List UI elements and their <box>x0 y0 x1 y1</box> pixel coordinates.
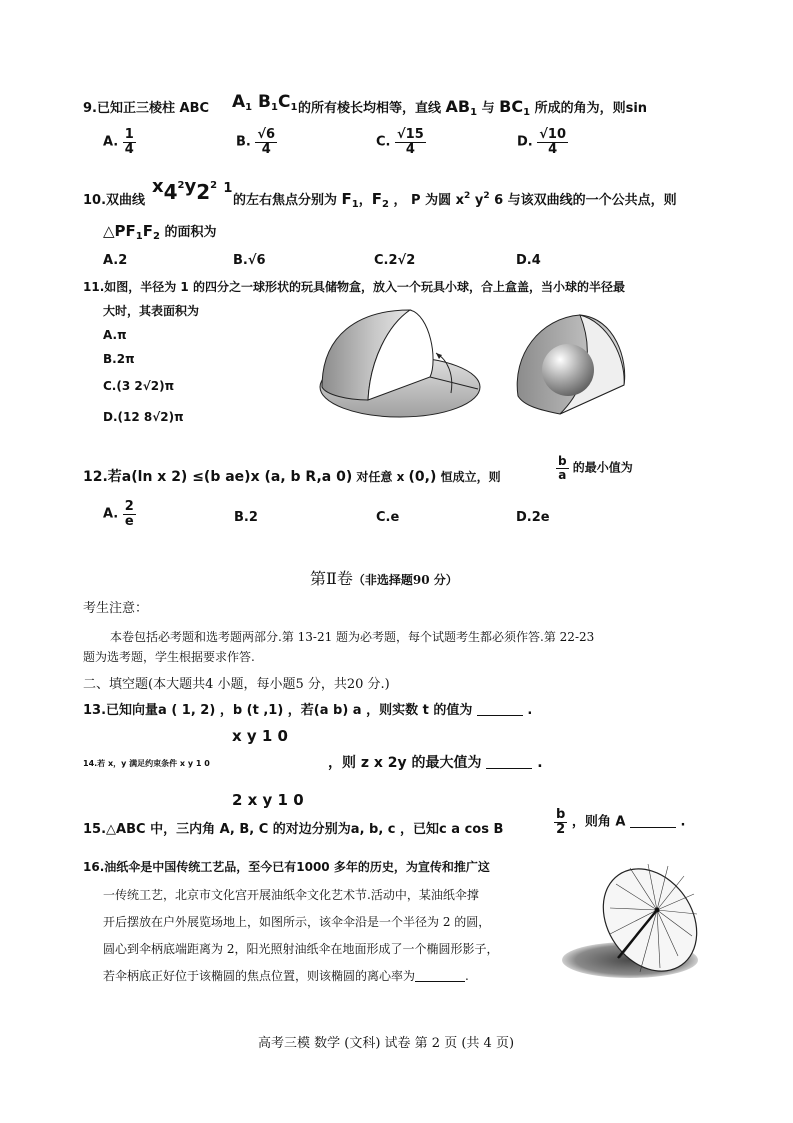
q16-answer-blank[interactable] <box>415 969 465 982</box>
q14-answer-blank[interactable] <box>486 756 532 769</box>
q14-constraint-3: 2 x y 1 0 <box>232 791 304 809</box>
q11-option-d: D.(12 8√2)π <box>103 410 184 424</box>
notice-line2: 题为选考题，学生根据要求作答. <box>83 650 255 664</box>
q11-option-b: B.2π <box>103 352 135 366</box>
q11-option-a: A.π <box>103 328 127 342</box>
q10-option-d: D.4 <box>516 253 541 268</box>
q9-option-c: C. $\frac{√15}{4}$ <box>376 127 424 157</box>
q14-constraint-1: x y 1 0 <box>232 727 288 745</box>
q16-line3: 开后摆放在户外展览场地上，如图所示，该伞伞沿是一个半径为 2 的圆， <box>103 915 491 929</box>
q14-prefix: 14.若 x，y 满足约束条件 x y 1 0 <box>83 759 210 768</box>
q9-stem: 9.已知正三棱柱 ABC <box>83 101 210 116</box>
notice-line1: 本卷包括必考题和选考题两部分.第 13-21 题为必考题，每个试题考生都必须作答.第 22-23 <box>110 630 595 644</box>
q9-option-a: A. $\frac{1}{4}$ <box>103 127 134 157</box>
oil-paper-umbrella-figure <box>560 860 710 985</box>
quarter-sphere-with-ball-figure <box>510 310 630 420</box>
q10-option-c: C.2√2 <box>374 253 416 268</box>
q15-answer-blank[interactable] <box>630 815 676 828</box>
q12-fraction: $\frac{b}{a}$ 的最小值为 <box>558 454 633 482</box>
q9-option-b: B. $\frac{√6}{4}$ <box>236 127 276 157</box>
q12-option-a: A. $\frac{2}{e}$ <box>103 499 134 529</box>
q15-stem: 15.△ABC 中，三内角 A, B, C 的对边分别为a, b, c ，已知c a cos B <box>83 822 504 837</box>
q16-line4: 圆心到伞柄底端距离为 2，阳光照射油纸伞在地面形成了一个椭圆形影子， <box>103 942 499 956</box>
q9-prism: $A_1$ $B_1C_1$ <box>232 92 298 113</box>
q12-option-b: B.2 <box>234 510 258 525</box>
q12-option-c: C.e <box>376 510 400 525</box>
q11-line2: 大时，其表面积为 <box>103 304 200 318</box>
q12-option-d: D.2e <box>516 510 550 525</box>
notice-label: 考生注意： <box>83 601 149 616</box>
q10-line2: $\triangle PF_1F_2$ 的面积为 <box>103 222 217 242</box>
q10-label: 10.双曲线 <box>83 193 146 208</box>
q11-option-c: C.(3 2√2)π <box>103 379 175 393</box>
q12-stem: 12.若a(ln x 2) ≤(b ae)x (a, b R,a 0) 对任意 x (0,) 恒成立，则 <box>83 469 501 485</box>
section-heading: 二、填空题(本大题共4 小题，每小题5 分，共20 分.) <box>83 677 390 692</box>
q10-option-a: A.2 <box>103 253 128 268</box>
q16-line1: 16.油纸伞是中国传统工艺品，至今已有1000 多年的历史，为宣传和推广这 <box>83 860 490 874</box>
q10-option-b: B.√6 <box>233 253 266 268</box>
q10-stem: 的左右焦点分别为 $F_1$，$F_2$ ， P 为圆 $x^2$ $y^2$ 6 与该双曲线的一个公共点，则 <box>233 190 677 210</box>
q15-fraction: $\frac{b}{2}$ ，则角 A . <box>556 807 686 837</box>
q13: 13.已知向量a ( 1, 2) ，b (t ,1) ，若(a b) a ，则实数 t 的值为 . <box>83 703 533 718</box>
q16-line5: 若伞柄底正好位于该椭圆的焦点位置，则该椭圆的离心率为 . <box>103 969 469 983</box>
q9-option-d: D. $\frac{√10}{4}$ <box>517 127 567 157</box>
q11-line1: 11.如图，半径为 1 的四分之一球形状的玩具储物盒，放入一个玩具小球，合上盒盖，当小球的半径最 <box>83 280 625 294</box>
q10-hyperbola: $x4^2y2^2$ 1 <box>152 176 233 204</box>
q9-stem-b: 的所有棱长均相等，直线 $AB_1$ 与 $BC_1$ 所成的角为，则sin <box>298 97 648 118</box>
q13-answer-blank[interactable] <box>477 703 523 716</box>
page-footer: 高考三模 数学 (文科) 试卷 第 2 页 (共 4 页) <box>258 1036 515 1051</box>
part2-title: 第Ⅱ卷（非选择题90 分） <box>310 569 458 588</box>
q14-stem: ，则 z x 2y 的最大值为 . <box>328 755 543 771</box>
q16-line2: 一传统工艺，北京市文化宫开展油纸伞文化艺术节.活动中，某油纸伞撑 <box>103 888 479 902</box>
quarter-sphere-box-figure <box>318 305 493 425</box>
